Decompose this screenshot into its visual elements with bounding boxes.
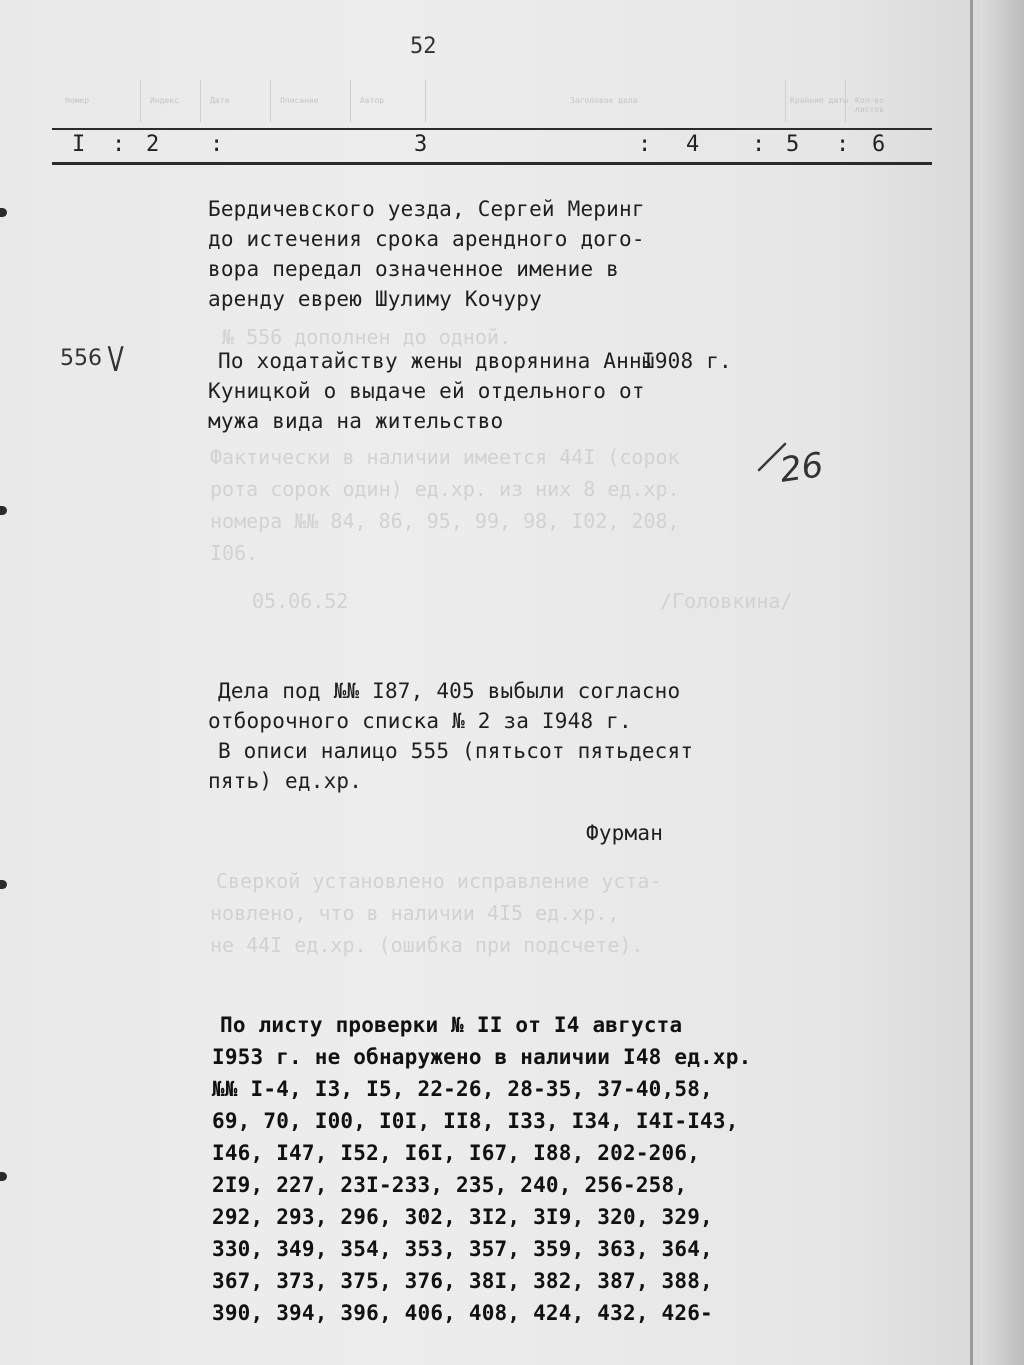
bleed-through-text: новлено, что в наличии 4I5 ед.хр., [210,901,620,925]
entry-text-line: вора передал означенное имение в [208,257,619,281]
handwritten-sheet-count: 26 [777,445,826,491]
verification-line: I46, I47, I52, I6I, I67, I88, 202-206, [212,1141,701,1165]
entry-text-line: Куницкой о выдаче ей отдельного от [208,379,645,403]
signature: Фурман [586,821,664,845]
entry-text-line: аренду еврею Шулиму Кочуру [208,287,542,311]
page-number: 52 [410,34,437,59]
verification-line: 2I9, 227, 23I-233, 235, 240, 256-258, [212,1173,688,1197]
column-number: 4 [686,132,700,157]
column-number: 2 [146,132,160,157]
bleed-through-text: № 556 дополнен до одной. [222,325,511,349]
entry-text-line: Бердичевского уезда, Сергей Меринг [208,197,645,221]
verification-line: I953 г. не обнаружено в наличии I48 ед.хр. [212,1045,752,1069]
entry-text-line: По ходатайству жены дворянина Анны [218,349,655,373]
verification-line: По листу проверки № II от I4 августа [220,1013,683,1037]
header-rule-bottom [52,162,932,165]
column-number: 5 [786,132,800,157]
bleed-through-text: рота сорок один) ед.хр. из них 8 ед.хр. [210,477,680,501]
header-label: Описание [280,96,319,105]
header-label: Дата [210,96,230,105]
header-label: Индекс [150,96,179,105]
column-separator: : [638,132,652,157]
entry-text-line: мужа вида на жительство [208,409,504,433]
verification-line: 69, 70, I00, I0I, II8, I33, I34, I4I-I43, [212,1109,739,1133]
page-edge [970,0,973,1365]
column-number: I [72,132,86,157]
verification-line: №№ I-4, I3, I5, 22-26, 28-35, 37-40,58, [212,1077,713,1101]
column-separator: : [210,132,224,157]
bleed-through-text: I06. [210,541,259,565]
closing-note-line: Дела под №№ I87, 405 выбыли согласно [218,679,681,703]
bleed-through-text: номера №№ 84, 86, 95, 99, 98, I02, 208, [210,509,680,533]
header-label: Автор [360,96,385,105]
header-label: Кол-во листов [855,96,884,114]
verification-line: 390, 394, 396, 406, 408, 424, 432, 426- [212,1301,713,1325]
header-label: Заголовок дела [570,96,638,105]
header-label: Номер [65,96,90,105]
header-rule-top [52,128,932,130]
bleed-through-text: не 44I ед.хр. (ошибка при подсчете). [210,933,644,957]
column-separator: : [836,132,850,157]
column-number: 3 [414,132,428,157]
column-number: 6 [872,132,886,157]
entry-number: 556 [60,346,102,371]
verification-line: 367, 373, 375, 376, 38I, 382, 387, 388, [212,1269,713,1293]
bleed-through-text: /Головкина/ [660,589,793,613]
verification-line: 330, 349, 354, 353, 357, 359, 363, 364, [212,1237,713,1261]
header-label: Крайние даты [790,96,848,105]
closing-note-line: отборочного списка № 2 за I948 г. [208,709,632,733]
closing-note-line: пять) ед.хр. [208,769,363,793]
column-separator: : [752,132,766,157]
bleed-through-text: Сверкой установлено исправление уста- [216,869,662,893]
verification-line: 292, 293, 296, 302, 3I2, 3I9, 320, 329, [212,1205,713,1229]
bleed-through-text: 05.06.52 [252,589,349,613]
entry-text-line: до истечения срока арендного дого- [208,227,645,251]
form-header-faint [50,80,900,122]
closing-note-line: В описи налицо 555 (пятьсот пятьдесят [218,739,694,763]
check-mark: V [107,340,124,380]
bleed-through-text: Фактически в наличии имеется 44I (сорок [210,445,680,469]
entry-year: I908 г. [642,349,732,373]
column-separator: : [112,132,126,157]
